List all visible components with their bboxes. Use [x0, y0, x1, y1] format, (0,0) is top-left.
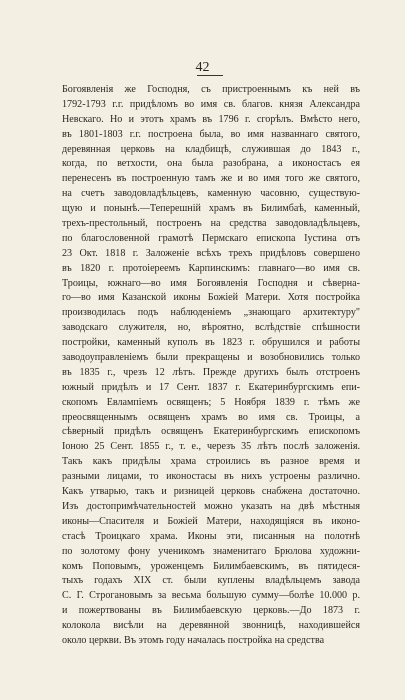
text-line: на счетъ заводовладѣльцевъ, каменную часовню, существую- [62, 188, 360, 200]
body-text [62, 83, 360, 649]
text-line: Невскаго. Но и этотъ храмъ въ 1796 г. сгорѣлъ. Вмѣсто него, [62, 113, 360, 125]
text-line: около церкви. Въ этомъ году началась постройка на средства [62, 634, 325, 646]
text-line: Іоною 25 Сент. 1855 г., т. е., черезъ 35 лѣтъ послѣ заложенія. [62, 441, 360, 453]
text-line: го—во имя Казанской иконы Божіей Матери. Хотя постройка [62, 292, 360, 304]
text-line: по благословенной грамотѣ Пермскаго епископа Іустина отъ [62, 232, 360, 244]
text-line: трехъ-престольный, построенъ на средства заводовладѣльцевъ, [62, 218, 360, 230]
text-line: 23 Окт. 1818 г. Заложеніе всѣхъ трехъ придѣловъ совершено [62, 247, 360, 259]
text-line: постройки, каменный куполъ въ 1823 г. обрушился и работы [62, 337, 360, 349]
page-number: 42 [195, 60, 210, 75]
text-line: Такъ какъ придѣлы храма строились въ разное время и [62, 456, 360, 468]
text-line: колокола висѣли на деревянной звонницѣ, находившейся [62, 620, 360, 632]
text-line: преосвященнымъ освященъ храмъ во имя св. Троицы, а [62, 411, 360, 423]
text-line: комъ Поповымъ, уроженцемъ Билимбаевскимъ, въ пятидеся- [62, 560, 360, 572]
text-line: тыхъ годахъ XIX ст. были куплены владѣльцемъ завода [62, 575, 360, 587]
text-line: 1792-1793 г.г. придѣломъ во имя св. благов. князя Александра [62, 98, 360, 110]
page-number-rule [197, 75, 223, 76]
text-line: въ 1801-1803 г.г. построена была, во имя названнаго святого, [62, 128, 360, 140]
text-line: Изъ достопримѣчательностей можно указать на двѣ мѣстныя [62, 500, 360, 512]
text-line: щую и понынѣ.—Теперешній храмъ въ Билимбаѣ, каменный, [62, 203, 360, 215]
text-line: по золотому фону ученикомъ знаменитаго Брюлова художни- [62, 545, 360, 557]
text-line: разными лицами, то иконостасы въ нихъ устроены различно. [62, 471, 360, 483]
text-line: сѣверный придѣлъ освященъ Екатеринбургскимъ епископомъ [62, 426, 360, 438]
text-line: деревянная церковь на кладбищѣ, служившая до 1843 г., [62, 143, 360, 155]
text-line: южный придѣлъ и 17 Сент. 1837 г. Екатеринбургскимъ епи- [62, 381, 360, 393]
text-line: перенесенъ въ построенную тамъ же и во имя того же святого, [62, 173, 360, 185]
text-line: въ 1835 г., чрезъ 12 лѣтъ. Прежде другихъ былъ отстроенъ [62, 366, 360, 378]
text-line: заводоуправленіемъ были прекращены и возобновились только [62, 352, 360, 364]
text-line: Троицы, южнаго—во имя Богоявленія Господня и сѣверна- [62, 277, 360, 289]
text-line: стасѣ Троицкаго храма. Иконы эти, писанныя на полотнѣ [62, 530, 360, 542]
text-line: скопомъ Евлампіемъ освященъ; 5 Ноября 1839 г. тѣмъ же [62, 396, 360, 408]
text-line: заводскаго служителя, но, вѣроятно, вслѣдствіе спѣшности [62, 322, 360, 334]
text-line: Богоявленія же Господня, съ пристроеннымъ къ ней въ [62, 84, 360, 95]
text-line: Какъ утварью, такъ и ризницей церковь снабжена достаточно. [62, 486, 360, 498]
text-line: и пожертвованы въ Билимбаевскую церковь.—До 1873 г. [62, 605, 360, 617]
text-line: въ 1820 г. протоіереемъ Карпинскимъ: главнаго—во имя св. [62, 262, 360, 274]
text-line: С. Г. Строгановымъ за весьма большую сумму—болѣе 10.000 р. [62, 590, 360, 602]
text-line: когда, по ветхости, она была разобрана, а иконостасъ ея [62, 158, 360, 170]
text-line: производилась подъ наблюденіемъ „знающаго архитектуру" [62, 307, 360, 319]
text-line: иконы—Спасителя и Божіей Матери, находящіяся въ иконо- [62, 515, 360, 527]
